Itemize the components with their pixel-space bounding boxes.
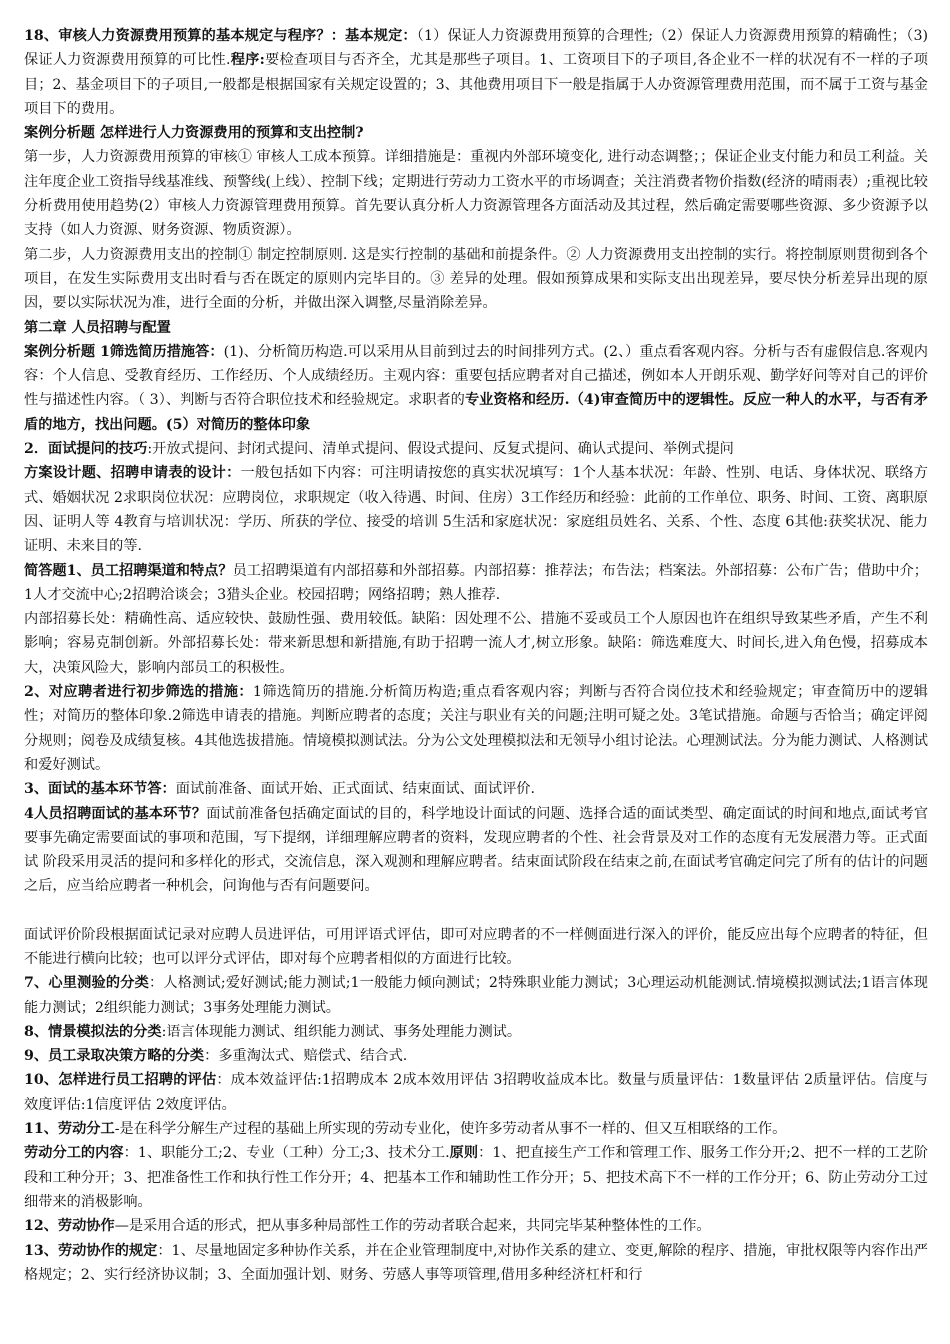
paragraph (24, 559, 928, 608)
text-run: ：1、职能分工;2、专业（工种）分工;3、技术分工. (123, 1145, 450, 1162)
bold-text-run: 原则 (449, 1145, 479, 1162)
paragraph (24, 24, 928, 121)
bold-text-run: 11、劳动分工 (24, 1121, 115, 1138)
paragraph (24, 777, 928, 801)
text-run: ：1、尽量地固定多种协作关系，并在企业管理制度中,对协作关系的建立、变更,解除的程序、措施，审批权限等内容作出严格规定；2、实行经济协议制；3、全面加强计划、财务、劳感人事等项管理,借用多种经济杠杆和行 (24, 1242, 928, 1283)
paragraph (24, 1044, 928, 1068)
paragraph (24, 802, 928, 899)
text-run: 一般包括如下内容：可注明请按您的真实状况填写：1个人基本状况：年龄、性别、电话、身体状况、联络方式、婚姻状况 2求职岗位状况：应聘岗位，求职规定（收入待遇、时间、住房）3工作经历和经验：此前的工作单位、职务、时间、工资、离职原因、证明人等 4教育与培训状况：学历、所获的学位、接受的培训 5生活和家庭状况：家庭组员姓名、关系、个性、态度 6其他:获奖状况、能力证明、未来目的等. (24, 465, 928, 555)
text-run: ：人格测试;爱好测试;能力测试;1一般能力倾向测试；2特殊职业能力测试；3心理运动机能测试.情境模拟测试法;1语言体现能力测试；2组织能力测试；3事务处理能力测试。 (24, 975, 928, 1016)
paragraph (24, 121, 928, 145)
paragraph (24, 971, 928, 1020)
bold-text-run: 7、心里测验的分类 (24, 975, 150, 992)
paragraph (24, 680, 928, 777)
paragraph (24, 437, 928, 461)
text-run: 要检查项目与否齐全，尤其是那些子项目。1、工资项目下的子项目,各企业不一样的状况有不一样的子项目；2、基金项目下的子项目,一般都是根据国家有关规定设置的；3、其他费用项目下一般是指属于人办资源管理费用范围，而不属于工资与基金项目下的费用。 (24, 52, 928, 117)
paragraph (24, 1068, 928, 1117)
bold-text-run: 8、情景模拟法的分类 (24, 1023, 162, 1040)
text-run: ：成本效益评估:1招聘成本 2成本效用评估 3招聘收益成本比。数量与质量评估：1数量评估 2质量评估。信度与效度评估:1信度评估 2效度评估。 (24, 1072, 928, 1113)
text-run: :语言体现能力测试、组织能力测试、事务处理能力测试。 (161, 1023, 522, 1040)
bold-text-run: 13、劳动协作的规定 (24, 1242, 158, 1259)
paragraph-gap (24, 899, 928, 923)
bold-text-run: 2、对应聘者进行初步筛选的措施： (24, 684, 253, 701)
text-run: —是采用合适的形式，把从事多种局部性工作的劳动者联合起来，共同完毕某种整体性的工作。 (114, 1218, 711, 1235)
bold-text-run: 专业资格和经历.（4)审查简历中的逻辑性。反应一种人的水平，与否有矛盾的地方，找出问题。(5）对简历的整体印象 (24, 392, 928, 433)
paragraph (24, 1141, 928, 1214)
paragraph (24, 1239, 928, 1288)
paragraph (24, 1117, 928, 1141)
text-run: (1)、分析简历构造.可以采用从目前到过去的时间排列方式。(2、）重点看客观内容。分析与否有虚假信息.客观内容：个人信息、受教育经历、工作经历、个人成绩经历。主观内容：重要包括应聘者对自己描述，例如本人开朗乐观、勤学好问等对自己的评价性与描述性内容。（ 3）、判断与否符合职位技术和经验规定。求职者的 (24, 343, 928, 409)
text-run: 员工招聘渠道有内部招募和外部招募。内部招募：推荐法；布告法；档案法。外部招募：公布广告；借助中介；1人才交流中心;2招聘洽谈会；3猎头企业。校园招聘；网络招聘；熟人推荐. (24, 562, 928, 603)
paragraph (24, 340, 928, 437)
bold-text-run: 10、怎样进行员工招聘的评估 (24, 1072, 217, 1089)
paragraph (24, 1214, 928, 1238)
paragraph (24, 243, 928, 316)
paragraph (24, 316, 928, 340)
bold-text-run: 方案设计题、招聘申请表的设计： (24, 465, 241, 482)
bold-text-run: 2．面试提问的技巧 (24, 441, 148, 458)
paragraph (24, 923, 928, 972)
text-run: （1）保证人力资源费用预算的合理性;（2）保证人力资源费用预算的精确性；（3)保证人力资源费用预算的可比性. (24, 28, 929, 69)
text-run: 内部招募长处：精确性高、适应较快、鼓励性强、费用较低。缺陷：因处理不公、措施不妥或员工个人原因也许在组织导致某些矛盾，产生不利影响；容易克制创新。外部招募长处：带来新思想和新措施,有助于招聘一流人才,树立形象。缺陷：筛选难度大、时间长,进入角色慢，招募成本大，决策风险大，影响内部员工的积极性。 (24, 611, 928, 676)
bold-text-run: 程序: (230, 52, 265, 69)
text-run: 面试前准备、面试开始、正式面试、结束面试、面试评价. (175, 781, 535, 798)
text-run: -是在科学分解生产过程的基础上所实现的劳动专业化，使许多劳动者从事不一样的、但又互相联络的工作。 (114, 1121, 787, 1138)
bold-text-run: 简答题1、员工招聘渠道和特点？ (24, 562, 233, 579)
text-run: 面试评价阶段根据面试记录对应聘人员进评估，可用评语式评估，即可对应聘者的不一样侧面进行深入的评价，能反应出每个应聘者的特征，但不能进行横向比较；也可以评分式评估，即对每个应聘者相似的方面进行比较。 (24, 926, 928, 967)
bold-text-run: 案例分析题 怎样进行人力资源费用的预算和支出控制? (24, 125, 364, 142)
bold-text-run: 18、审核人力资源费用预算的基本规定与程序？：基本规定： (24, 28, 417, 44)
bold-text-run: 第二章 人员招聘与配置 (24, 319, 171, 336)
bold-text-run: 劳动分工的内容 (24, 1145, 124, 1162)
bold-text-run: 4人员招聘面试的基本环节？ (24, 805, 207, 822)
paragraph (24, 1020, 928, 1044)
paragraph (24, 607, 928, 680)
paragraph (24, 145, 928, 242)
bold-text-run: 9、员工录取决策方略的分类 (24, 1048, 205, 1065)
text-run: 1筛选简历的措施.分析简历构造;重点看客观内容；判断与否符合岗位技术和经验规定；审查简历中的逻辑性；对简历的整体印象.2筛选申请表的措施。判断应聘者的态度；关注与职业有关的问题;注明可疑之处。3笔试措施。命题与否恰当；确定评阅分规则；阅卷及成绩复核。4其他选拔措施。情境模拟测试法。分为公文处理模拟法和无领导小组讨论法。心理测试法。分为能力测试、人格测试和爱好测试。 (24, 684, 928, 773)
text-run: 第一步，人力资源费用预算的审核① 审核人工成本预算。详细措施是：重视内外部环境变化, 进行动态调整；；保证企业支付能力和员工利益。关注年度企业工资指导线基准线、预警线(上线）、控制下线；定期进行劳动力工资水平的市场调查；关注消费者物价指数(经济的晴雨表）;重视比较分析费用使用趋势(2）审核人力资源管理费用预算。首先要认真分析人力资源管理各方面活动及其过程，然后确定需要哪些资源、多少资源予以支持（如人力资源、财务资源、物质资源）。 (24, 149, 928, 239)
paragraph (24, 461, 928, 558)
bold-text-run: 3、面试的基本环节答： (24, 781, 176, 798)
text-run: 面试前准备包括确定面试的目的，科学地设计面试的问题、选择合适的面试类型、确定面试的时间和地点,面试考官要事先确定需要面试的事项和范围，写下提纲，详细理解应聘者的资料，发现应聘者的个性、社会背景及对工作的态度有无发展潜力等。正式面试 阶段采用灵活的提问和多样化的形式，交流信息，深入观测和理解应聘者。结束面试阶段在结束之前,在面试考官确定问完了所有的估计的问题之后，应当给应聘者一种机会，问询他与否有问题要问。 (24, 805, 929, 895)
text-run: ：多重淘汰式、赔偿式、结合式. (204, 1048, 408, 1065)
bold-text-run: 12、劳动协作 (24, 1218, 115, 1235)
text-run: ：1、把直接生产工作和管理工作、服务工作分开;2、把不一样的工艺阶段和工种分开；3、把准备性工作和执行性工作分开；4、把基本工作和辅助性工作分开；5、把技术高下不一样的工作分开；6、防止劳动分工过细带来的消极影响。 (24, 1145, 928, 1210)
text-run: :开放式提问、封闭式提问、清单式提问、假设式提问、反复式提问、确认式提问、举例式提问 (147, 441, 734, 458)
text-run: 第二步，人力资源费用支出的控制① 制定控制原则. 这是实行控制的基础和前提条件。② 人力资源费用支出控制的实行。将控制原则贯彻到各个项目，在发生实际费用支出时看与否在既定的原则内完毕目的。③ 差异的处理。假如预算成果和实际支出出现差异，要尽快分析差异出现的原因，要以实际状况为准，进行全面的分析，并做出深入调整,尽量消除差异。 (24, 246, 928, 312)
bold-text-run: 案例分析题 1筛选简历措施答： (24, 343, 224, 360)
